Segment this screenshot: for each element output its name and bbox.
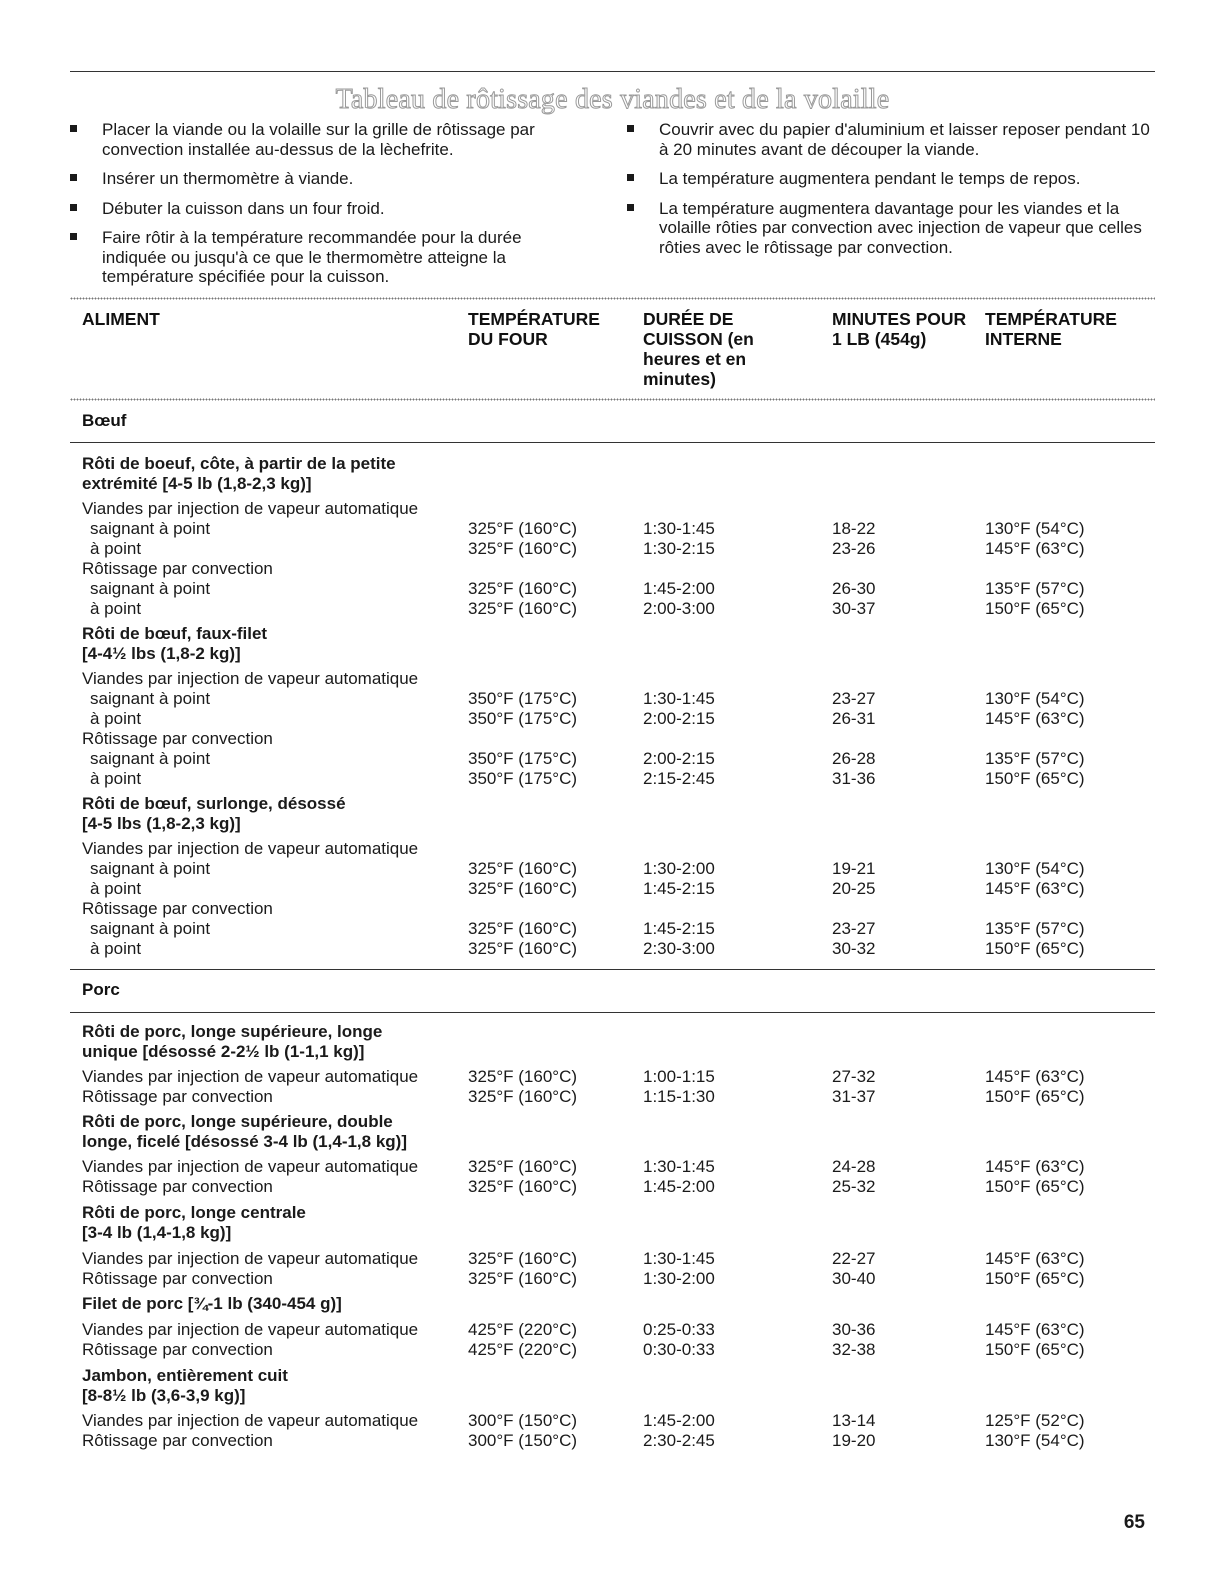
cell-oven-temp: 325°F (160°C) [468, 1177, 578, 1196]
table-row [0, 814, 1225, 834]
cell-aliment: Viandes par injection de vapeur automatique [82, 499, 419, 518]
cell-internal-temp: 150°F (65°C) [985, 1087, 1085, 1106]
cell-oven-temp: 350°F (175°C) [468, 769, 578, 788]
cell-minutes-per-lb: 19-21 [832, 859, 876, 878]
cell-oven-temp: 350°F (175°C) [468, 749, 578, 768]
cell-duration: 1:00-1:15 [643, 1067, 715, 1086]
cell-duration: 1:45-2:00 [643, 1177, 715, 1196]
cell-aliment: Viandes par injection de vapeur automatique [82, 1411, 419, 1430]
cell-oven-temp: 300°F (150°C) [468, 1431, 578, 1450]
bullet-item: La température augmentera pendant le temps de repos. [627, 169, 1157, 189]
cell-minutes-per-lb: 13-14 [832, 1411, 876, 1430]
cell-duration: 2:30-3:00 [643, 939, 715, 958]
cell-internal-temp: 150°F (65°C) [985, 1177, 1085, 1196]
cell-minutes-per-lb: 32-38 [832, 1340, 876, 1359]
table-row [0, 1294, 1225, 1314]
dotted-divider [70, 398, 1155, 401]
table-row [0, 1022, 1225, 1042]
cell-duration: 1:30-1:45 [643, 1249, 715, 1268]
cell-duration: 1:30-1:45 [643, 689, 715, 708]
cell-internal-temp: 135°F (57°C) [985, 579, 1085, 598]
cell-oven-temp: 325°F (160°C) [468, 599, 578, 618]
cell-aliment: Viandes par injection de vapeur automatique [82, 1249, 419, 1268]
cell-aliment: à point [90, 879, 142, 898]
cell-oven-temp: 300°F (150°C) [468, 1411, 578, 1430]
cell-aliment: saignant à point [90, 519, 211, 538]
cell-aliment: Rôti de porc, longe supérieure, longe [82, 1022, 383, 1041]
cell-minutes-per-lb: 31-37 [832, 1087, 876, 1106]
table-row [0, 1431, 1225, 1451]
cell-internal-temp: 145°F (63°C) [985, 879, 1085, 898]
cell-aliment: Rôtissage par convection [82, 1177, 273, 1196]
table-row [0, 1203, 1225, 1223]
cell-internal-temp: 145°F (63°C) [985, 1320, 1085, 1339]
table-row [0, 624, 1225, 644]
dotted-divider [70, 297, 1155, 300]
bullet-item: Couvrir avec du papier d'aluminium et laisser reposer pendant 10 à 20 minutes avant de découper la viande. [627, 120, 1157, 159]
table-row [0, 599, 1225, 619]
cell-minutes-per-lb: 30-37 [832, 599, 876, 618]
cell-duration: 1:30-2:00 [643, 1269, 715, 1288]
cell-aliment: [8-8½ lb (3,6-3,9 kg)] [82, 1386, 246, 1405]
table-row [0, 1411, 1225, 1431]
table-row [0, 1340, 1225, 1360]
cell-aliment: à point [90, 769, 142, 788]
cell-aliment: Rôti de porc, longe supérieure, double [82, 1112, 393, 1131]
cell-duration: 1:45-2:00 [643, 579, 715, 598]
cell-aliment: Filet de porc [¾-1 lb (340-454 g)] [82, 1294, 342, 1313]
header-oven-temp: TEMPÉRATURE DU FOUR [468, 309, 600, 349]
section-beef: Bœuf [82, 411, 127, 430]
table-row [0, 669, 1225, 689]
table-row [0, 499, 1225, 519]
cell-aliment: Viandes par injection de vapeur automatique [82, 1067, 419, 1086]
cell-internal-temp: 145°F (63°C) [985, 539, 1085, 558]
cell-internal-temp: 130°F (54°C) [985, 859, 1085, 878]
cell-aliment: Rôtissage par convection [82, 899, 273, 918]
section-rule [70, 442, 1155, 443]
table-row [0, 519, 1225, 539]
cell-aliment: extrémité [4-5 lb (1,8-2,3 kg)] [82, 474, 312, 493]
cell-oven-temp: 425°F (220°C) [468, 1320, 578, 1339]
cell-minutes-per-lb: 18-22 [832, 519, 876, 538]
cell-oven-temp: 325°F (160°C) [468, 939, 578, 958]
cell-minutes-per-lb: 30-32 [832, 939, 876, 958]
cell-oven-temp: 325°F (160°C) [468, 1157, 578, 1176]
cell-aliment: Jambon, entièrement cuit [82, 1366, 288, 1385]
cell-duration: 1:30-1:45 [643, 519, 715, 538]
cell-oven-temp: 325°F (160°C) [468, 1269, 578, 1288]
cell-duration: 2:00-3:00 [643, 599, 715, 618]
table-row [0, 919, 1225, 939]
header-minutes-per-lb: MINUTES POUR 1 LB (454g) [832, 309, 967, 349]
cell-aliment: [4-4½ lbs (1,8-2 kg)] [82, 644, 241, 663]
cell-aliment: saignant à point [90, 919, 211, 938]
bullet-item: La température augmentera davantage pour les viandes et la volaille rôties par convection avec injection de vapeur que celles rôties avec le rôtissage par convection. [627, 199, 1157, 258]
table-row [0, 749, 1225, 769]
table-row [0, 1042, 1225, 1062]
cell-minutes-per-lb: 26-30 [832, 579, 876, 598]
header-aliment: ALIMENT [82, 309, 160, 329]
header-internal-temp: TEMPÉRATURE INTERNE [985, 309, 1117, 349]
table-row [0, 559, 1225, 579]
cell-internal-temp: 150°F (65°C) [985, 1269, 1085, 1288]
table-row [0, 769, 1225, 789]
cell-internal-temp: 145°F (63°C) [985, 1249, 1085, 1268]
cell-oven-temp: 325°F (160°C) [468, 859, 578, 878]
cell-oven-temp: 325°F (160°C) [468, 579, 578, 598]
bullet-item: Débuter la cuisson dans un four froid. [70, 199, 575, 219]
table-row [0, 1087, 1225, 1107]
cell-aliment: Rôtissage par convection [82, 559, 273, 578]
cell-oven-temp: 325°F (160°C) [468, 919, 578, 938]
top-rule [70, 71, 1155, 72]
cell-duration: 0:30-0:33 [643, 1340, 715, 1359]
cell-aliment: Rôtissage par convection [82, 1087, 273, 1106]
cell-internal-temp: 135°F (57°C) [985, 749, 1085, 768]
cell-duration: 1:15-1:30 [643, 1087, 715, 1106]
cell-minutes-per-lb: 30-36 [832, 1320, 876, 1339]
bullet-item: Faire rôtir à la température recommandée pour la durée indiquée ou jusqu'à ce que le thermomètre atteigne la température spécifiée pour la cuisson. [70, 228, 575, 287]
table-row [0, 454, 1225, 474]
cell-duration: 1:30-2:15 [643, 539, 715, 558]
cell-oven-temp: 325°F (160°C) [468, 519, 578, 538]
cell-minutes-per-lb: 19-20 [832, 1431, 876, 1450]
cell-oven-temp: 350°F (175°C) [468, 689, 578, 708]
cell-aliment: Viandes par injection de vapeur automatique [82, 1157, 419, 1176]
cell-internal-temp: 145°F (63°C) [985, 1157, 1085, 1176]
cell-duration: 1:45-2:15 [643, 879, 715, 898]
cell-aliment: Rôtissage par convection [82, 1340, 273, 1359]
cell-aliment: saignant à point [90, 859, 211, 878]
table-row [0, 1249, 1225, 1269]
cell-duration: 1:45-2:15 [643, 919, 715, 938]
cell-internal-temp: 145°F (63°C) [985, 1067, 1085, 1086]
cell-minutes-per-lb: 24-28 [832, 1157, 876, 1176]
cell-internal-temp: 150°F (65°C) [985, 599, 1085, 618]
cell-duration: 1:30-1:45 [643, 1157, 715, 1176]
table-row [0, 794, 1225, 814]
cell-aliment: Rôtissage par convection [82, 1431, 273, 1450]
cell-oven-temp: 325°F (160°C) [468, 539, 578, 558]
cell-minutes-per-lb: 25-32 [832, 1177, 876, 1196]
page-number: 65 [1123, 1512, 1145, 1533]
cell-aliment: Rôtissage par convection [82, 1269, 273, 1288]
section-pork: Porc [82, 980, 120, 999]
table-row [0, 839, 1225, 859]
table-row [0, 539, 1225, 559]
cell-aliment: saignant à point [90, 579, 211, 598]
cell-duration: 0:25-0:33 [643, 1320, 715, 1339]
cell-aliment: Viandes par injection de vapeur automatique [82, 1320, 419, 1339]
table-row [0, 1132, 1225, 1152]
cell-minutes-per-lb: 27-32 [832, 1067, 876, 1086]
cell-internal-temp: 125°F (52°C) [985, 1411, 1085, 1430]
table-row [0, 689, 1225, 709]
bullets-right [627, 120, 1157, 267]
cell-duration: 1:30-2:00 [643, 859, 715, 878]
table-row [0, 1112, 1225, 1132]
table-row [0, 644, 1225, 664]
table-row [0, 859, 1225, 879]
cell-aliment: unique [désossé 2-2½ lb (1-1,1 kg)] [82, 1042, 365, 1061]
section-rule [70, 1012, 1155, 1013]
section-rule [70, 969, 1155, 970]
cell-minutes-per-lb: 23-26 [832, 539, 876, 558]
cell-aliment: à point [90, 939, 142, 958]
cell-aliment: [3-4 lb (1,4-1,8 kg)] [82, 1223, 232, 1242]
bullet-item: Placer la viande ou la volaille sur la grille de rôtissage par convection installée au-dessus de la lèchefrite. [70, 120, 575, 159]
cell-aliment: à point [90, 709, 142, 728]
cell-oven-temp: 325°F (160°C) [468, 1067, 578, 1086]
cell-oven-temp: 325°F (160°C) [468, 1249, 578, 1268]
cell-oven-temp: 325°F (160°C) [468, 879, 578, 898]
cell-minutes-per-lb: 31-36 [832, 769, 876, 788]
cell-aliment: saignant à point [90, 749, 211, 768]
table-row [0, 474, 1225, 494]
table-row [0, 1223, 1225, 1243]
cell-aliment: à point [90, 599, 142, 618]
table-row [0, 579, 1225, 599]
cell-aliment: Rôti de bœuf, surlonge, désossé [82, 794, 346, 813]
cell-oven-temp: 425°F (220°C) [468, 1340, 578, 1359]
table-row [0, 1320, 1225, 1340]
cell-internal-temp: 130°F (54°C) [985, 689, 1085, 708]
cell-internal-temp: 150°F (65°C) [985, 939, 1085, 958]
cell-aliment: saignant à point [90, 689, 211, 708]
table-row [0, 1067, 1225, 1087]
cell-oven-temp: 325°F (160°C) [468, 1087, 578, 1106]
cell-minutes-per-lb: 30-40 [832, 1269, 876, 1288]
cell-internal-temp: 150°F (65°C) [985, 769, 1085, 788]
cell-duration: 2:30-2:45 [643, 1431, 715, 1450]
cell-minutes-per-lb: 23-27 [832, 689, 876, 708]
cell-aliment: Rôti de porc, longe centrale [82, 1203, 306, 1222]
cell-aliment: Rôti de bœuf, faux-filet [82, 624, 268, 643]
cell-aliment: Viandes par injection de vapeur automatique [82, 839, 419, 858]
cell-aliment: [4-5 lbs (1,8-2,3 kg)] [82, 814, 241, 833]
cell-internal-temp: 145°F (63°C) [985, 709, 1085, 728]
cell-minutes-per-lb: 26-28 [832, 749, 876, 768]
bullet-item: Insérer un thermomètre à viande. [70, 169, 575, 189]
cell-aliment: longe, ficelé [désossé 3-4 lb (1,4-1,8 kg)] [82, 1132, 407, 1151]
table-row [0, 709, 1225, 729]
cell-aliment: Rôtissage par convection [82, 729, 273, 748]
bullets-left [70, 120, 575, 297]
table-row [0, 1177, 1225, 1197]
cell-oven-temp: 350°F (175°C) [468, 709, 578, 728]
cell-aliment: Rôti de boeuf, côte, à partir de la petite [82, 454, 396, 473]
table-row [0, 1386, 1225, 1406]
cell-duration: 2:00-2:15 [643, 749, 715, 768]
table-row [0, 1269, 1225, 1289]
cell-minutes-per-lb: 22-27 [832, 1249, 876, 1268]
cell-minutes-per-lb: 20-25 [832, 879, 876, 898]
table-row [0, 1366, 1225, 1386]
cell-duration: 2:00-2:15 [643, 709, 715, 728]
cell-aliment: à point [90, 539, 142, 558]
table-row [0, 1157, 1225, 1177]
cell-aliment: Viandes par injection de vapeur automatique [82, 669, 419, 688]
cell-internal-temp: 150°F (65°C) [985, 1340, 1085, 1359]
cell-minutes-per-lb: 23-27 [832, 919, 876, 938]
cell-duration: 1:45-2:00 [643, 1411, 715, 1430]
header-duration: DURÉE DE CUISSON (en heures et en minutes) [643, 309, 754, 389]
cell-duration: 2:15-2:45 [643, 769, 715, 788]
table-row [0, 729, 1225, 749]
cell-minutes-per-lb: 26-31 [832, 709, 876, 728]
cell-internal-temp: 130°F (54°C) [985, 1431, 1085, 1450]
page-title: Tableau de rôtissage des viandes et de la volaille [335, 84, 890, 115]
table-row [0, 939, 1225, 959]
cell-internal-temp: 130°F (54°C) [985, 519, 1085, 538]
table-row [0, 899, 1225, 919]
cell-internal-temp: 135°F (57°C) [985, 919, 1085, 938]
table-row [0, 879, 1225, 899]
